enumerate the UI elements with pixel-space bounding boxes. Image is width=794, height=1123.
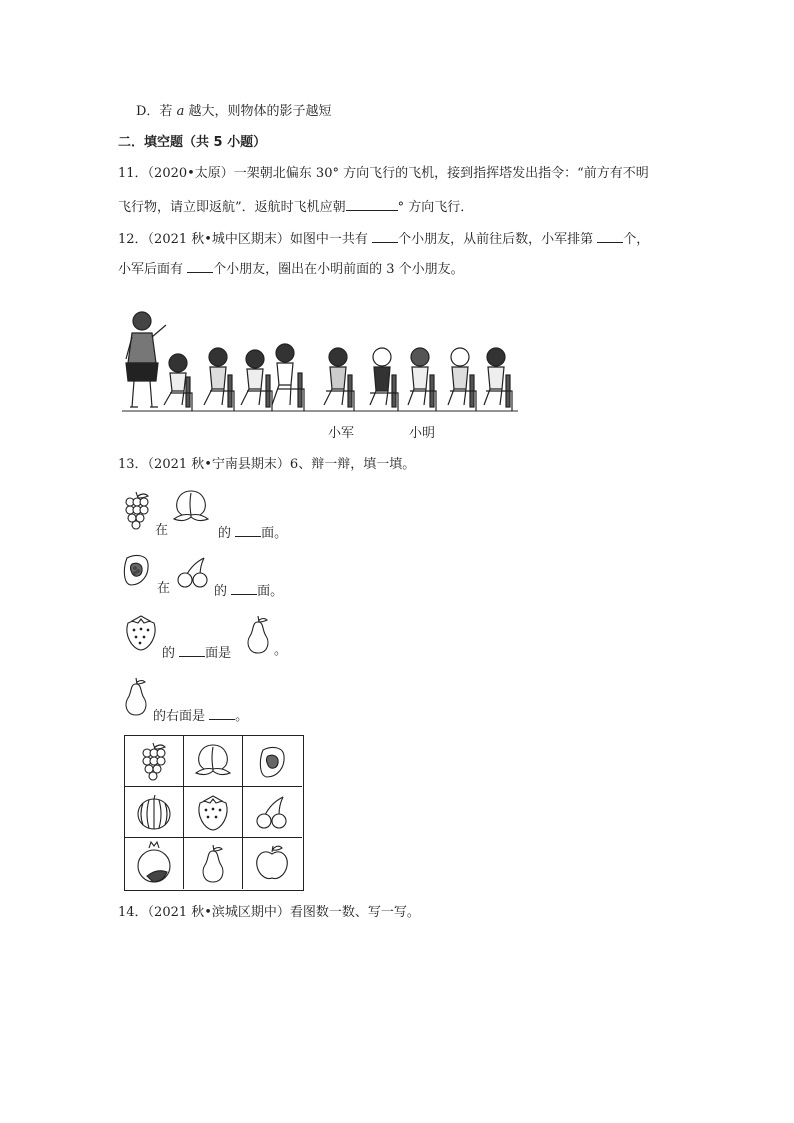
- grid-cell-cherry: [243, 787, 302, 838]
- child-1: [164, 354, 192, 411]
- q14-title: 14．（2021 秋•滨城区期中）看图数一数、写一写。: [118, 905, 420, 920]
- q12-text-a: 12．（2021 秋•城中区期末）如图中一共有: [118, 232, 373, 247]
- q13-r1-answer: [218, 522, 287, 543]
- watermelon-icon: [125, 787, 184, 838]
- grape-icon: [125, 736, 184, 787]
- section-title: 二．填空题（共 5 小题）: [118, 135, 267, 150]
- grid-cell-peach: [184, 736, 243, 787]
- q12-text-b: 个小朋友，从前往后数，小军排第: [398, 232, 598, 247]
- child-5-xiaojun: [324, 348, 354, 411]
- q12-text-d: 小军后面有: [118, 262, 188, 277]
- grid-cell-grape: [125, 736, 184, 787]
- q13-r3-end: 。: [274, 643, 288, 658]
- child-2: [204, 348, 234, 411]
- child-8: [448, 348, 476, 411]
- children-line-illustration: [120, 293, 520, 440]
- peach-icon: [170, 487, 212, 527]
- q13-r4-answer: [153, 705, 248, 726]
- q12-line1: [118, 228, 649, 249]
- q12-blank-position[interactable]: [597, 228, 623, 243]
- q13-r3-de: 的: [162, 646, 180, 661]
- q13-r2-de: 的: [214, 584, 232, 599]
- child-6: [370, 348, 398, 411]
- grid-cell-apple: [243, 838, 302, 889]
- label-xiaoming: 小明: [409, 426, 436, 441]
- q13-r1-de: 的: [218, 526, 236, 541]
- apple-icon: [243, 838, 302, 889]
- q12-text-c: 个，: [623, 232, 650, 247]
- pear-icon: [184, 838, 243, 889]
- strawberry-icon: [122, 613, 160, 653]
- q12-blank-behind[interactable]: [187, 258, 213, 273]
- option-d-label: D．若: [136, 104, 177, 119]
- pear-icon-row4: [120, 676, 152, 718]
- option-d-text: 越大，则物体的影子越短: [184, 104, 332, 119]
- grape-icon: [122, 490, 152, 532]
- q13-r4-blank[interactable]: [209, 705, 235, 720]
- strawberry-icon: [184, 787, 243, 838]
- fruit-grid: [124, 735, 304, 891]
- q13-r3-blank[interactable]: [179, 642, 205, 657]
- option-d: [136, 103, 331, 121]
- q13-r2-blank[interactable]: [231, 580, 257, 595]
- grid-cell-pear: [184, 838, 243, 889]
- pomegranate-icon: [125, 838, 184, 889]
- cherry-icon: [174, 556, 212, 590]
- q13-r4-end: 。: [235, 709, 249, 724]
- q11-line2: [118, 196, 473, 217]
- q13-r1-mian: 面。: [261, 526, 288, 541]
- teacher-figure: [126, 312, 166, 407]
- q12-blank-total[interactable]: [372, 228, 398, 243]
- cherry-icon: [243, 787, 302, 838]
- q13-r1-zai: 在: [155, 523, 169, 538]
- q13-r2-zai: 在: [157, 581, 171, 596]
- child-9: [484, 348, 512, 411]
- option-d-variable: a: [176, 104, 185, 119]
- q13-r3-mianshi: 面是: [205, 646, 232, 661]
- child-3: [241, 350, 272, 411]
- papaya-icon: [121, 552, 151, 588]
- q12-text-e: 个小朋友，圈出在小明前面的 3 个小朋友。: [213, 262, 464, 277]
- pear-icon: [242, 614, 274, 656]
- q12-line2: [118, 258, 464, 279]
- q11-answer-blank[interactable]: [346, 196, 398, 211]
- papaya-icon: [243, 736, 302, 787]
- q11-line2-end: ° 方向飞行．: [397, 200, 474, 215]
- q13-r2-mian: 面。: [257, 584, 284, 599]
- q13-r4-text: 的右面是: [153, 709, 210, 724]
- q13-r2-answer: [214, 580, 283, 601]
- child-4: [272, 344, 304, 411]
- q11-line2-text: 飞行物，请立即返航”．返航时飞机应朝: [118, 200, 346, 215]
- q13-r3-answer: [162, 642, 231, 663]
- label-xiaojun: 小军: [328, 426, 355, 441]
- peach-icon: [184, 736, 243, 787]
- grid-cell-strawberry: [184, 787, 243, 838]
- q13-title: 13．（2021 秋•宁南县期末）6、辩一辩，填一填。: [118, 457, 416, 472]
- q13-r1-blank[interactable]: [235, 522, 261, 537]
- grid-cell-watermelon: [125, 787, 184, 838]
- grid-cell-papaya: [243, 736, 302, 787]
- child-7-xiaoming: [408, 348, 436, 411]
- q11-line1: 11．（2020•太原）一架朝北偏东 30° 方向飞行的飞机，接到指挥塔发出指令：“前方有不明: [118, 166, 649, 181]
- grid-cell-pomegranate: [125, 838, 184, 889]
